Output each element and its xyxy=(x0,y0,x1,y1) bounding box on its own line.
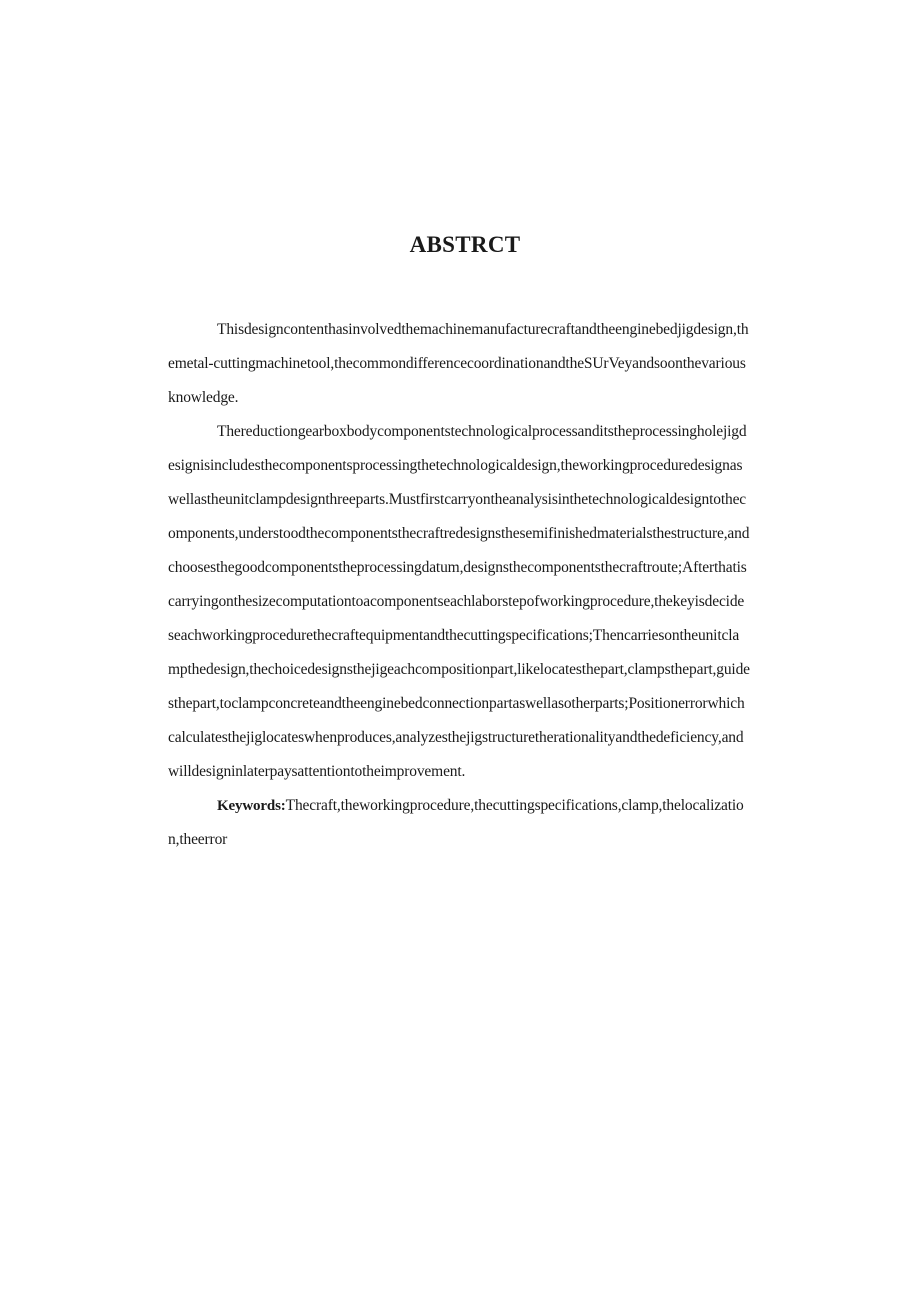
abstract-paragraph-1: Thisdesigncontenthasinvolvedthemachinemanufacturecraftandtheenginebedjigdesign,themetal-cuttingmachinetool,thecommondifferencecoordinationandtheSUrVeyandsoonthevariousknowledge. xyxy=(168,321,749,406)
abstract-title: ABSTRCT xyxy=(409,232,521,257)
keywords-label: Keywords: xyxy=(217,798,286,814)
keywords-paragraph xyxy=(168,789,750,857)
abstract-paragraph-2: Thereductiongearboxbodycomponentstechnologicalprocessanditstheprocessingholejigdesignisincludesthecomponentsprocessingthetechnologicaldesign,theworkingproceduredesignaswellastheunitclampdesignthreeparts.Mustfirstcarryontheanalysisinthetechnologicaldesigntothecomponents,understoodthecomponentsthecraftredesignsthesemifinishedmaterialsthestructure,andchoosesthegoodcomponentstheprocessingdatum,designsthecomponentsthecraftroute;Afterthatiscarryingonthesizecomputationtoacomponentseachlaborstepofworkingprocedure,thekeyisdecideseachworkingprocedurethecraftequipmentandthecuttingspecifications;Thencarriesontheunitclampthedesign,thechoicedesignsthejigeachcompositionpart,likelocatesthepart,clampsthepart,guidesthepart,toclampconcreteandtheenginebedconnectionpartaswellasotherparts;Positionerrorwhichcalculatesthejiglocateswhenproduces,analyzesthejigstructuretherationalityandthedeficiency,andwilldesigninlaterpaysattentiontotheimprovement. xyxy=(168,423,750,780)
keywords-text: Thecraft,theworkingprocedure,thecuttingspecifications,clamp,thelocalization,theerror xyxy=(168,797,744,848)
abstract-body xyxy=(168,313,750,857)
